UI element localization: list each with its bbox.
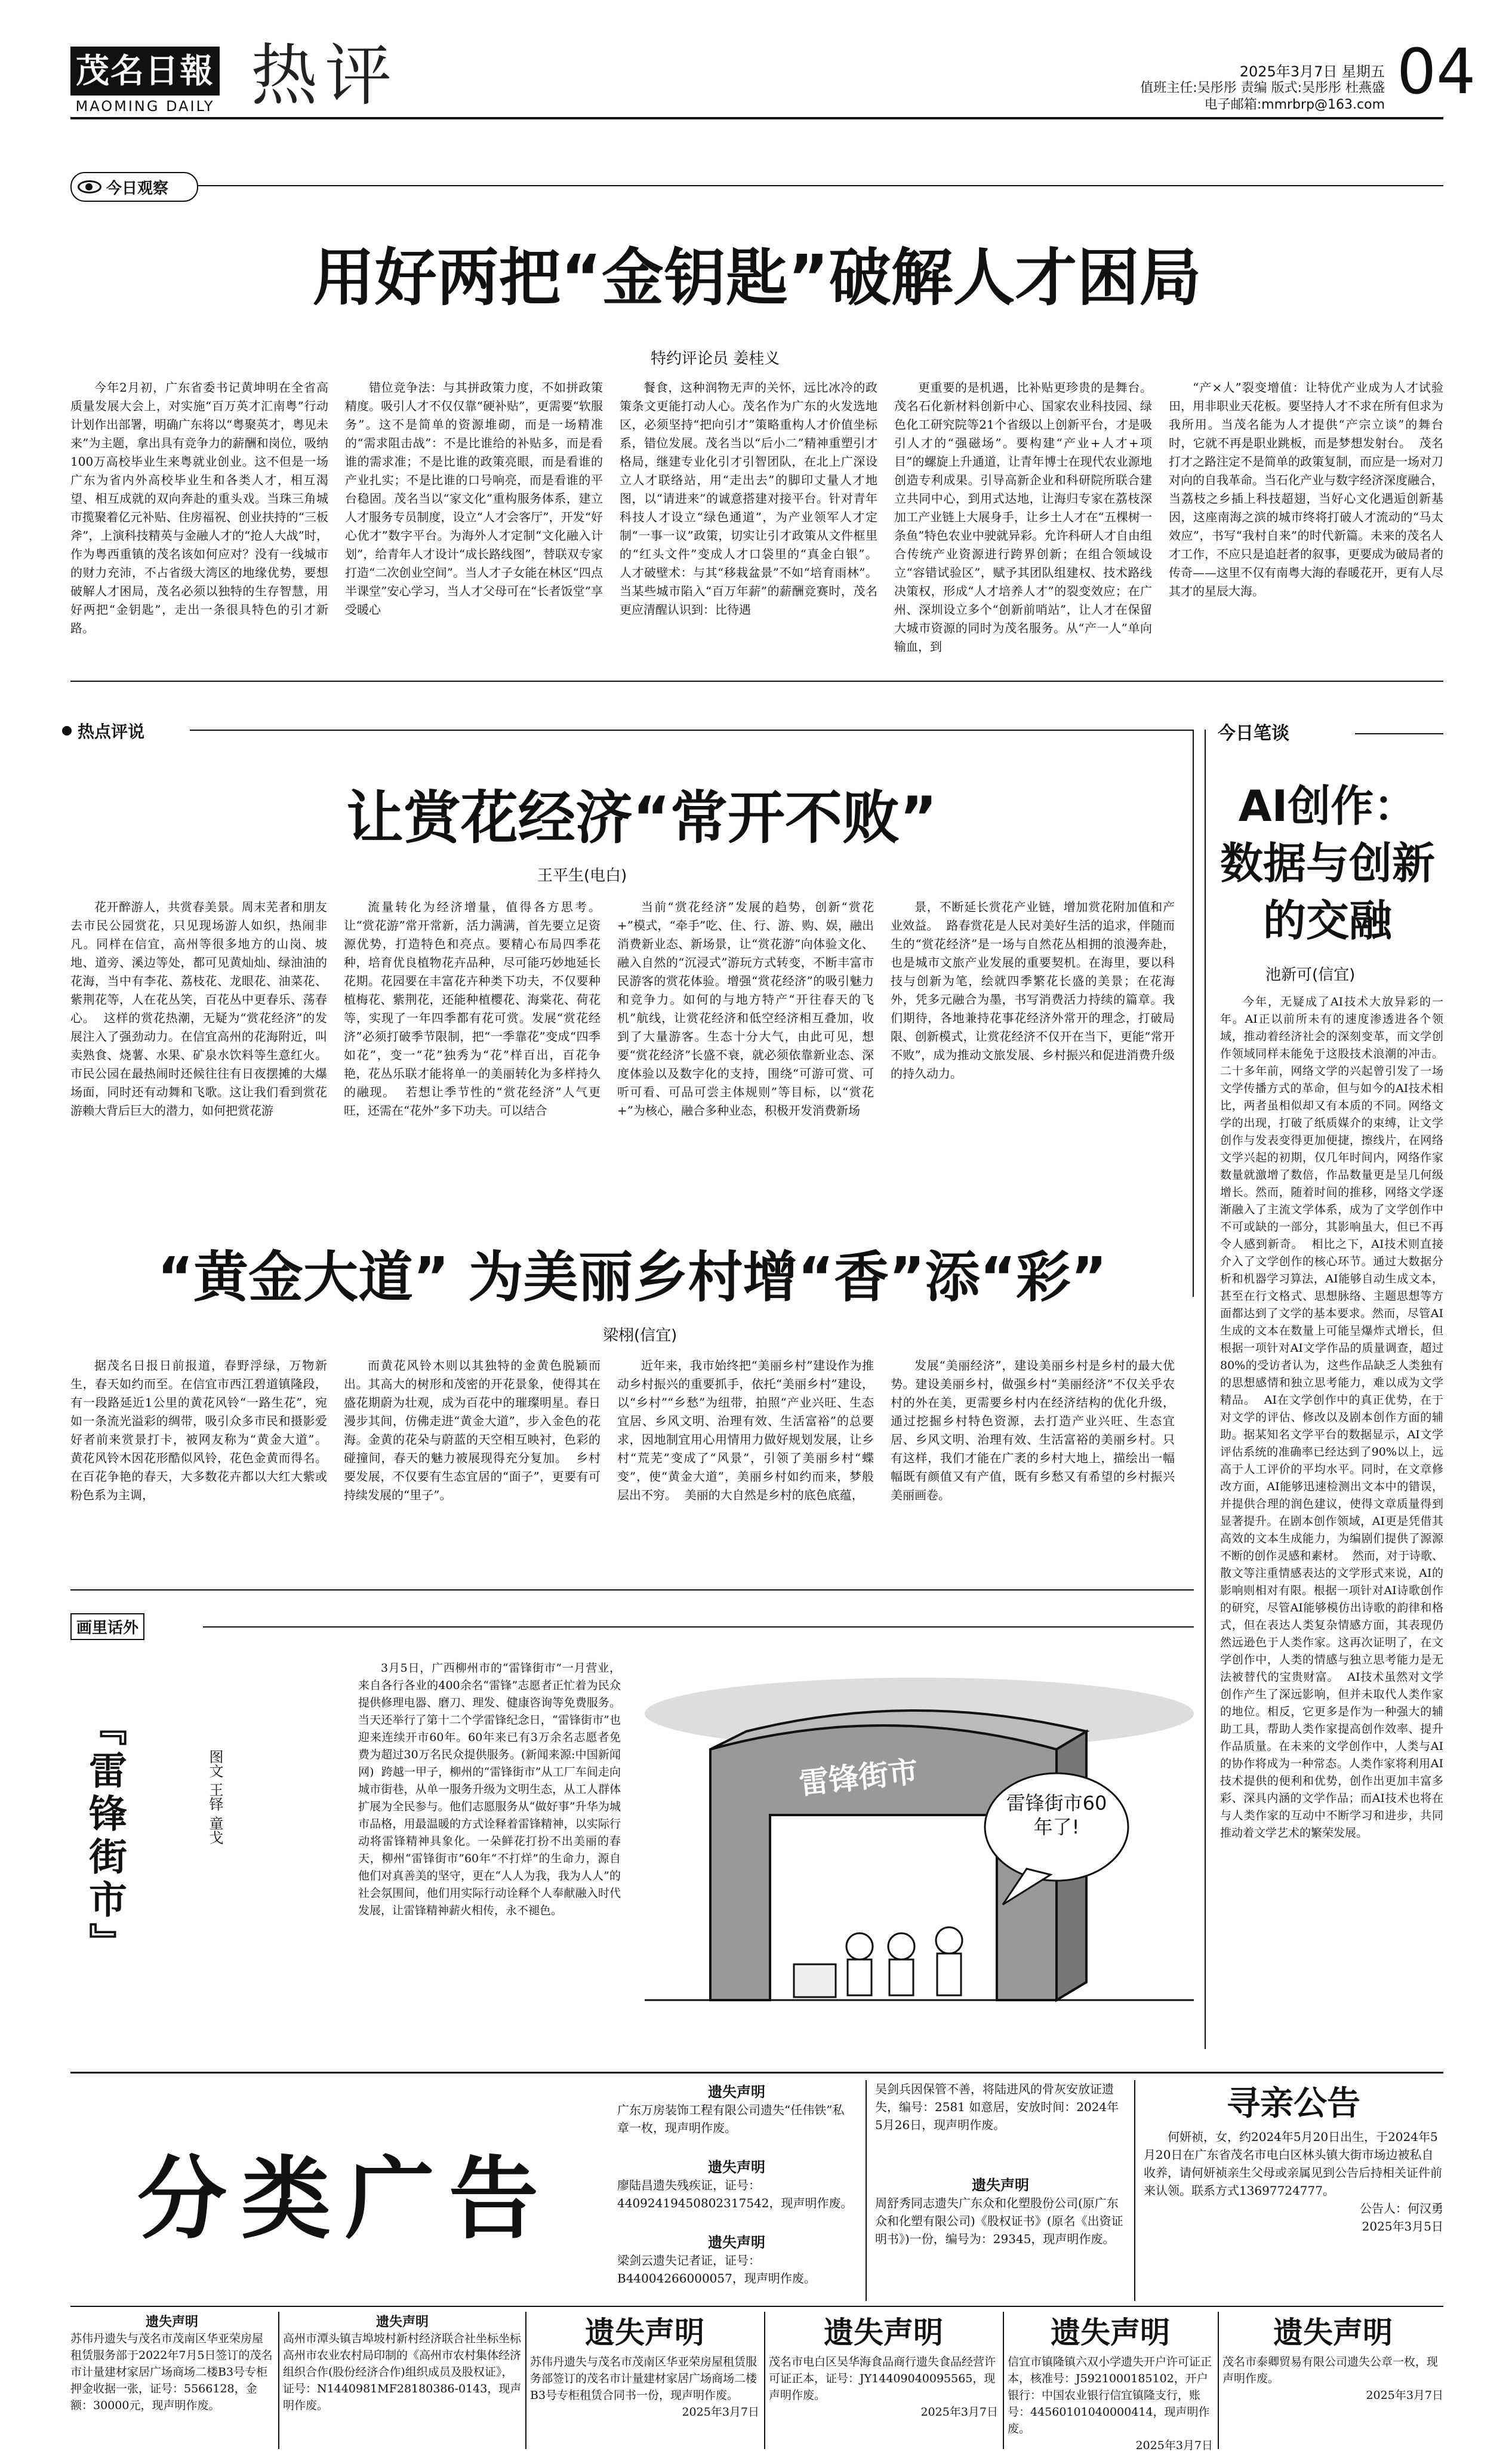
cartoon-tag-rule xyxy=(203,1626,1194,1628)
classifieds-top-rule xyxy=(70,2072,1443,2074)
ad-top-1-body: 广东万房装饰工程有限公司遗失“任伟铁”私章一枚，现声明作废。 xyxy=(617,2103,845,2135)
ad-bottom-5 xyxy=(1008,2312,1213,2452)
newspaper-logo xyxy=(70,47,220,96)
ad-bottom-1-title: 遗失声明 xyxy=(145,2315,198,2330)
ad-top-1-title: 遗失声明 xyxy=(708,2084,765,2100)
section-rule xyxy=(197,185,1443,186)
ai-tag-rule xyxy=(1355,733,1443,734)
ad-bottom-3-body: 苏伟丹遗失与茂名市茂南区华亚荣房屋租赁服务部签订的茂名市计量建材家居广场商场二楼B3号专柜租赁合同书一份，现声明作废。 xyxy=(530,2355,757,2402)
classifieds-divider-2 xyxy=(1134,2080,1135,2301)
search-relative-notice xyxy=(1144,2080,1443,2301)
classifieds-banner-text: 分类广告 xyxy=(137,2148,553,2251)
cartoon-tag xyxy=(70,1612,202,1641)
ad-top-5 xyxy=(875,2173,1126,2293)
golden-column-3: 近年来，我市始终把“美丽乡村”建设作为推动乡村振兴的重要抓手，依托“美丽乡村”建设，以“乡村”“乡愁”为纽带，拍照“产业兴旺、生态宜居、乡风文明、治理有效、生活富裕”的总要求，因地制宜用心用情用力做好规划发展，让乡村“荒芜”变成了“风景”，引领了美丽乡村“蝶变”，使“黄金大道”，美丽乡村如约而来，梦般层出不穷。 美丽的大自然是乡村的底色底蕴， xyxy=(617,1358,874,1502)
hot-comment-byline: 王平生(电白) xyxy=(537,867,627,885)
ad-bottom-3-date: 2025年3月7日 xyxy=(682,2405,759,2419)
speech-bubble-text: 雷锋街市60年了! xyxy=(1006,1792,1107,1838)
ai-headline-line-2: 数据与创新 xyxy=(1219,838,1435,888)
ai-headline-line-3: 的交融 xyxy=(1262,896,1392,946)
ai-column-divider xyxy=(1205,730,1206,2049)
ai-body: 今年，无疑成了AI技术大放异彩的一年。AI正以前所未有的速度渗透进各个领域，推动着经济社会的深刻变革，而文学创作领域同样未能免于这股技术浪潮的冲击。 二十多年前，网络文学的兴起曾引发了一场文学传播方式的革命，但与如今的AI技术相比，两者虽相似却又有本质的不同。网络文学的出现，打破了纸质媒介的束缚，让文学创作与发表变得更加便捷，擦线片，在网络文学兴起的初期，仅几年时间内，网络作家数量就激增了数倍，作品数量更是呈几何级增长。然而，随着时间的推移，网络文学逐渐融入了主流文学体系，成为了文学创作中不可或缺的一部分，其影响虽大，但已不再令人感到新奇。 相比之下，AI技术则直接介入了文学创作的核心环节。通过大数据分析和机器学习算法，AI能够自动生成文本，甚至在行文格式、思想脉络、主题思想等方面都达到了文学的基本要求。然而，尽管AI生成的文本在数量上可能呈爆炸式增长，但根据一项针对AI文学作品的质量调查，超过80%的受访者认为，这些作品缺乏人类独有的思想感情和独立思考能力，难以成为文学精品。 AI在文学创作中的真正优势，在于对文学的评估、修改以及剧本创作方面的辅助。据某知名文学平台的数据显示，AI文学评估系统的准确率已经达到了90%以上，远高于人工评价的平均水平。同时，在文章修改方面，AI能够迅速检测出文本中的错误，并提供合理的润色建议，使得文章质量得到显著提升。在剧本创作领域，AI更是凭借其高效的文本生成能力，为编剧们提供了源源不断的创作灵感和素材。 然而，对于诗歌、散文等注重情感表达的文学形式来说，AI的影响则相对有限。根据一项针对AI诗歌创作的研究，尽管AI能够模仿出诗歌的韵律和格式，但在表达人类复杂情感方面，其表现仍然远逊色于人类作家。这再次证明了，在文学创作中，人类的情感与独立思考能力是无法被替代的宝贵财富。 AI技术虽然对文学创作产生了深远影响，但并未取代人类作家的地位。相反，它更多是作为一种强大的辅助工具，帮助人类作家提高创作效率、提升作品质量。在未来的文学创作中，人类与AI的协作将成为一种常态。人类作家将利用AI技术提供的便利和优势，创作出更加丰富多彩、深具内涵的文学作品；而AI技术也将在与人类作家的互动中不断学习和进步，共同推动着文学艺术的繁荣发展。 xyxy=(1220,995,1451,1839)
ad-bottom-6-date: 2025年3月7日 xyxy=(1366,2389,1443,2402)
date-line: 2025年3月7日 星期五 xyxy=(1239,63,1385,80)
ai-headline-line-1: AI创作： xyxy=(1238,781,1417,831)
notice-date: 2025年3月5日 xyxy=(1362,2219,1443,2234)
classifieds-banner xyxy=(70,2125,620,2257)
ad-bottom-2-body: 高州市潭头镇吉埠坡村新村经济联合社坐标坐标高州市农业农村局印制的《高州市农村集体经济组织合作(股份经济合作)组织成员及股权证》，证号：N1440981MF28180386-0143，现声明作废。 xyxy=(283,2332,522,2412)
cartoon-tag-box: 画里话外 xyxy=(70,1613,144,1640)
cartoon-title xyxy=(78,1708,137,1965)
hot-comment-tag xyxy=(53,719,190,743)
ad-bottom-5-date: 2025年3月7日 xyxy=(1135,2439,1213,2452)
bottom-divider-5 xyxy=(1218,2312,1219,2449)
ai-byline: 池新可(信宜) xyxy=(1265,966,1356,984)
classifieds-mid-rule xyxy=(70,2306,1443,2307)
golden-road-byline: 梁栩(信宜) xyxy=(603,1327,677,1345)
ad-bottom-1-body: 苏伟丹遗失与茂名市茂南区华亚荣房屋租赁服务部于2022年7月5日签订的茂名市计量建材家居广场商场二楼B3号专柜押金收据一张，证号：5566128，金额：30000元，现声明作废。 xyxy=(70,2332,273,2412)
golden-column-4: 发展“美丽经济”，建设美丽乡村是乡村的最大优势。建设美丽乡村，做强乡村“美丽经济”不仅关乎农村的外在美，更需要乡村内在经济结构的优化升级，通过挖掘乡村特色资源，去打造产业兴旺、生态宜居、乡风文明、治理有效、生活富裕的美丽乡村。只有这样，我们才能在广袤的乡村大地上，描绘出一幅幅既有颜值又有产值，既有乡愁又有希望的乡村振兴美丽画卷。 xyxy=(891,1358,1175,1502)
ad-top-2 xyxy=(617,2155,856,2227)
ad-bottom-6 xyxy=(1222,2312,1443,2449)
page-number: 04 xyxy=(1397,35,1476,108)
logo-english: MAOMING DAILY xyxy=(75,98,215,115)
cartoon-credit xyxy=(203,1749,239,1940)
ad-top-3 xyxy=(617,2231,856,2302)
watch-column-2: 错位竞争法：与其拼政策力度，不如拼政策精度。吸引人才不仅仅靠“硬补贴”，更需要“软服务”。这不是简单的资源堆砌，而是一场精准的“需求阻击战”：不是比谁给的补贴多，而是看谁的需求准；不是比谁的政策亮眼，而是看谁的产业扎实；不是比谁的口号响亮，而是看谁的平台稳固。茂名当以“家文化”重构服务体系，建立人才服务专员制度，设立“人才会客厅”，开发“好心优才”数字平台。为海外人才定制“文化融入计划”，给青年人才设计“成长路线图”，替联双专家打造“二次创业空间”。当人才子女能在林区“四点半课堂”安心学习，当人才父母可在“长者饭堂”享受暖心 xyxy=(345,380,603,617)
bullet-icon xyxy=(62,726,72,736)
ad-bottom-4 xyxy=(769,2312,998,2449)
watch-column-3: 餐食，这种润物无声的关怀，远比冰冷的政策条文更能打动人心。茂名作为广东的火发选地区，必须坚持“把向引才”策略重构人才价值坐标系，错位发展。茂名当以“后小二”精神重塑引才格局，继建专业化引才引智团队，在北上广深设立人才联络站，用“走出去”的脚印丈量人才地图，以“请进来”的诚意搭建对接平台。针对青年科技人才设立“绿色通道”，为产业领军人才定制“一事一议”政策，切实让引才政策从文件框里的“红头文件”变成人才口袋里的“真金白银”。 人才破壁术：与其“移栽盆景”不如“培育雨林”。当某些城市陷入“百万年薪”的薪酬竞赛时，茂名更应清醒认识到：比待遇 xyxy=(620,380,885,617)
ad-top-4-body: 吴剑兵因保管不善，将陆进风的骨灰安放证遗失，编号：2581 如意居，安放时间：2024年5月26日，现声明作废。 xyxy=(875,2082,1119,2132)
ad-bottom-6-body: 茂名市泰卿贸易有限公司遗失公章一枚，现声明作废。 xyxy=(1222,2355,1439,2385)
watch-column-5: “产×人”裂变增值：让特优产业成为人才试验田，用非职业天花板。要坚持人才不求在所有但求为我所用。当茂名能为人才提供“产宗立谈”的舞台时，它就不再是职业跳板，而是梦想发射台。 茂名打才之路注定不是简单的政策复制，而应是一场对刀对向的自我革命。当石化产业与数字经济深度融合，当荔枝之乡插上科技超翅，当好心文化遇逅创新基因，这座南海之滨的城市终将打破人才流动的“马太效应”，书写“我村自来”的时代新篇。未来的茂名人才工作，不应只是追赶者的叙事，更要成为破局者的传奇——这里不仅有南粤大海的春暖花开，更有人尽其才的星辰大海。 xyxy=(1169,380,1443,598)
ad-top-5-title: 遗失声明 xyxy=(972,2177,1029,2194)
ad-top-3-body: 梁剑云遗失记者证，证号：B44004266000057，现声明作废。 xyxy=(617,2253,816,2285)
masthead xyxy=(0,0,1509,113)
ad-bottom-2 xyxy=(283,2312,522,2449)
email-line: 电子邮箱:mmrbrp@163.com xyxy=(1204,97,1385,112)
ad-bottom-3-title: 遗失声明 xyxy=(585,2315,704,2350)
ad-top-5-body: 周舒秀同志遗失广东众和化塑股份公司(原广东众和化塑有限公司)《股权证书》(原名《出资证明书》)一份，编号为：29345，现声明作废。 xyxy=(875,2196,1123,2246)
bottom-divider-1 xyxy=(278,2312,279,2449)
ai-column-tag xyxy=(1218,716,1355,746)
ad-bottom-5-title: 遗失声明 xyxy=(1051,2315,1170,2350)
masthead-rule xyxy=(70,117,1443,119)
golden-column-1: 据茂名日报日前报道，春野浮绿，万物新生，春天如约而至。在信宜市西江碧道镇隆段，有一段路延近1公里的黄花风铃“一路生花”，宛如一条流光溢彩的绸带，吸引众多市民和摄影爱好者前来赏景打卡，被网友称为“黄金大道”。 黄花风铃木因花形酷似风铃，花色金黄而得名。在百花争艳的春天，大多数花卉都以大红大紫或粉色系为主调， xyxy=(70,1358,335,1502)
cartoon-svg xyxy=(645,1666,1194,2024)
ad-bottom-4-body: 茂名市电白区吴华海食品商行遗失食品经营许可证正本，证号：JY14409040095565，现声明作废。 xyxy=(769,2355,996,2402)
ad-top-3-title: 遗失声明 xyxy=(708,2234,765,2251)
cartoon-text: 3月5日，广西柳州市的“雷锋街市”一月营业，来自各行各业的400余名“雷锋”志愿者正忙着为民众提供修理电器、磨刀、理发、健康咨询等免费服务。当天还举行了第十二个学雷锋纪念日，“雷锋街市”也迎来连续开市60年。60年来已有3万余名志愿者免费为超过30万名民众提供服务。(新闻来源:中国新闻网) 跨越一甲子，柳州的“雷锋街市”从工厂车间走向城市街巷，从单一服务升级为文明生态，从工人群体扩展为全民参与。他们志愿服务从“做好事”升华为城市品格，用最温暖的方式诠释着雷锋精神，以实际行动将雷锋精神具象化。一朵鲜花打扮不出美丽的春天，柳州“雷锋街市”60年“不打烊”的生命力，源自他们对真善美的坚守，更在“人人为我，我为人人”的社会氛围间，他们用实际行动诠释个人奉献融入时代发展，让雷锋精神薪火相传，永不褪色。 xyxy=(358,1662,621,1917)
classifieds-divider-1 xyxy=(866,2080,867,2301)
cartoon-title-text: 『雷锋街市』 xyxy=(82,1708,127,1965)
editors-line: 值班主任:吴彤彤 责编 版式:吴彤彤 杜燕盛 xyxy=(1140,81,1385,96)
watch-bottom-rule xyxy=(70,681,1443,682)
hot-column-4: 景，不断延长赏花产业链，增加赏花附加值和产业效益。 路春赏花是人民对美好生活的追求，伴随而生的“赏花经济”是一场与自然花丛相拥的浪漫奔赴，也是城市文旅产业发展的重要契机。在海里，要以科技与创新为笔，绘就四季繁花长盛的美景；在花海外，凭多元融合为墨，书写消费活力持续的篇章。我们期待，各地兼持花事花经济外常开的理念，打破局限、创新模式，让赏花经济不仅开在当下，更能“常开不败”，成为推动文旅发展、乡村振兴和促进消费升级的持久动力。 xyxy=(891,900,1175,1081)
notice-body: 何妍祯，女，约2024年5月20日出生，于2024年5月20日在广东省茂名市电白区林头镇大街市场边被私自收养，请何妍祯亲生父母或亲属见到公告后持相关证件前来认领。联系方式13697724777。 xyxy=(1144,2130,1442,2198)
logo-text: 茂名日報 xyxy=(76,51,214,91)
ad-bottom-4-date: 2025年3月7日 xyxy=(920,2405,998,2419)
golden-column-2: 而黄花风铃木则以其独特的金黄色脱颖而出。其高大的树形和茂密的开花景象，使得其在盛花期蔚为壮观，成为百花中的璀璨明星。春日漫步其间，仿佛走进“黄金大道”，步入金色的花海。金黄的花朵与蔚蓝的天空相互映衬，色彩的碰撞间，春天的魅力被展现得充分复加。 乡村要发展，不仅要有生态宜居的“面子”，更要有可持续发展的“里子”。 xyxy=(344,1358,600,1502)
hot-column-1: 花开醉游人，共赏春美景。周末芜者和朋友去市民公园赏花，只见现场游人如织，热闹非凡。同样在信宜，高州等很多地方的山岗、坡地、道旁、溪边等处，都可见黄灿灿、绿油油的花海，当中有李花、荔枝花、龙眼花、油菜花、紫荆花等，人在花丛笑，百花丛中更春乐、荡春心。 这样的赏花热潮，无疑为“赏花经济”的发展注入了强劲动力。在信宜高州的花海附近，叫卖熟食、烧薯、水果、矿泉水饮料等生意红火。市民公园在最热闹时还候往往有日夜摆摊的大爆场面，同时还有动舞和飞歌。这让我们看到赏花游赖大背后巨大的潜力，如何把赏花游 xyxy=(70,900,327,1118)
hot-comment-label: 热点评说 xyxy=(78,722,145,742)
eye-icon xyxy=(78,180,101,193)
bottom-divider-3 xyxy=(764,2312,765,2449)
bottom-divider-4 xyxy=(1003,2312,1004,2449)
ad-bottom-1 xyxy=(70,2312,273,2449)
watch-column-1: 今年2月初，广东省委书记黄坤明在全省高质量发展大会上，对实施“百万英才汇南粤”行动计划作出部署，明确广东将以“粤聚英才，粤见未来”为主题，拿出具有竞争力的薪酬和岗位，吸纳100万高校毕业生来粤就业创业。这不但是一场广东为省内外高校毕业生和各类人才，相互渴望、相互成就的双向奔赴的重头戏。当珠三角城市揽聚着亿元补贴、住房福祝、创业扶持的“三板斧”，上演科技精英与金融人才的“抢人大战”时，作为粤西重镇的茂名该如何应对？没有一线城市的财力充沛，不占省级大湾区的地缘优势，要想破解人才困局，茂名必须以独特的生存智慧，用好两把“金钥匙”，走出一条很具特色的引才新路。 xyxy=(70,380,328,635)
today-watch-label: 今日观察 xyxy=(106,179,169,198)
hot-comment-headline: 让赏花经济“常开不败” xyxy=(346,785,938,851)
gate-sign-text: 雷锋街市 xyxy=(797,1754,920,1801)
ad-bottom-6-title: 遗失声明 xyxy=(1273,2315,1393,2350)
cartoon-credit-text: 图文 王铎 童戈 xyxy=(207,1749,223,1845)
ad-bottom-5-body: 信宜市镇隆镇六双小学遗失开户许可证正本，核准号：J5921000185102，开户银行：中国农业银行信宜镇隆支行，账号：44560101040000414，现声明作废。 xyxy=(1008,2355,1212,2435)
hot-column-3: 当前“赏花经济”发展的趋势，创新“赏花+”模式，“牵手”吃、住、行、游、购、娱，融出消费新业态、新场景，让“赏花游”向体验文化、融入自然的“沉浸式”游玩方式转变，不断丰富市民游客的赏花体验。增强“赏花经济”的吸引魅力和竞争力。如何的与地方特产“开往春天的飞机”航线，让赏花经济和低空经济相互叠加，收到了大量游客。生态十分大气，由此可见，想要“赏花经济”长盛不衰，就必须依靠新业态、深度体验以及数字化的支持，围绕“可游可赏、可听可看、可品可尝主体规则”等目标，以“赏花+”为核心，融合多种业态，积极开发消费新场 xyxy=(617,900,874,1118)
bottom-divider-2 xyxy=(525,2312,526,2449)
ad-top-1 xyxy=(617,2080,856,2152)
hot-column-2: 流量转化为经济增量，值得各方思考。 让“赏花游”常开常新，活力满满，首先要立足资源优势，打造特色和亮点。要精心布局四季花种，培育优良植物花卉品种，尽可能巧妙地延长花期。花园要在丰富花卉种类下功夫，不仅要种植梅花、紫荆花，还能种植樱花、海棠花、荷花等，实现了一年四季都有花可赏。发展“赏花经济”必须打破季节限制，把“一季靠花”变成“四季如花”，变一“花”独秀为“花”样百出，百花争艳，花丛乐联才能将单一的美丽转化为多样持久的融现。 若想让季节性的“赏花经济”人气更旺，还需在“花外”多下功夫。可以结合 xyxy=(344,900,608,1118)
ad-bottom-2-title: 遗失声明 xyxy=(375,2315,429,2330)
ai-column-label: 今日笔谈 xyxy=(1218,723,1289,744)
main-headline: 用好两把“金钥匙”破解人才困局 xyxy=(312,241,1202,314)
ad-bottom-4-title: 遗失声明 xyxy=(824,2315,943,2350)
ad-top-4 xyxy=(875,2080,1126,2152)
notice-signer: 公告人：何汉勇 xyxy=(1360,2201,1443,2216)
today-watch-tag xyxy=(70,172,198,202)
ad-top-2-body: 廖陆昌遗失残疾证，证号：44092419450802317542，现声明作废。 xyxy=(617,2178,853,2210)
golden-road-headline: “黄金大道” 为美丽乡村增“香”添“彩” xyxy=(157,1245,1107,1309)
ad-top-2-title: 遗失声明 xyxy=(708,2159,765,2176)
notice-title: 寻亲公告 xyxy=(1227,2084,1360,2123)
golden-bottom-rule xyxy=(70,1589,1194,1591)
watch-column-4: 更重要的是机遇，比补贴更珍贵的是舞台。茂名石化新材料创新中心、国家农业科技园、绿色化工研究院等21个省级以上创新平台，才是吸引人才的“强磁场”。要构建“产业+人才+项目”的螺旋上升通道，让青年博士在现代农业源地创造专利成果。引导高新企业和科研院所联合建立共同中心，到用式达地，让海归专家在荔枝深加工产业链上大展身手，让乡土人才在“五棵树一条鱼”特色农业中驶就异彩。允许科研人才自由组合传统产业资源进行跨界创新；在组合领域设立“容错试验区”，赋予其团队组建权、技术路线决策权，形成“人才培养人才”的裂变效应；在广州、深圳设立多个“创新前哨站”，让人才在保留大城市资源的同时为茂名服务。从“产一人”单向输血，到 xyxy=(894,380,1152,654)
section-title: 热评 xyxy=(251,37,399,115)
main-byline: 特约评论员 姜桂义 xyxy=(651,350,780,368)
cartoon-illustration xyxy=(645,1666,1194,2024)
ad-bottom-3 xyxy=(530,2312,759,2449)
